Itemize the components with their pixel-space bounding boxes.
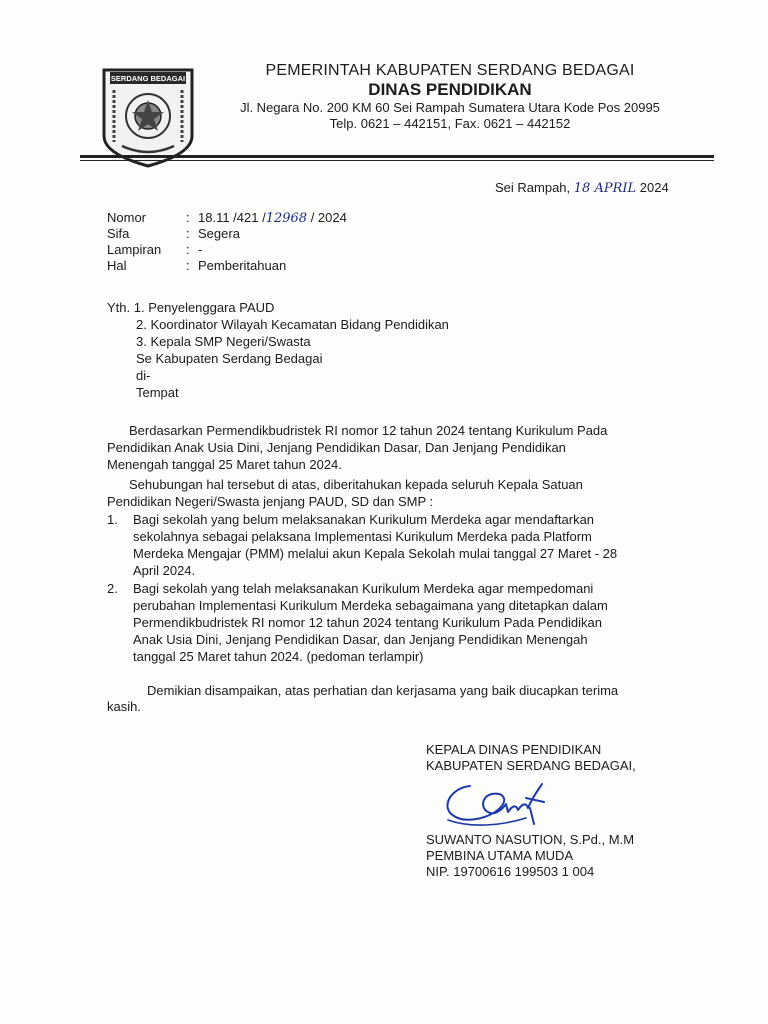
signer-title-2: KABUPATEN SERDANG BEDAGAI, bbox=[426, 758, 636, 773]
logo-text: SERDANG BEDAGAI bbox=[110, 74, 186, 83]
paragraph-line: Sehubungan hal tersebut di atas, diberitahukan kepada seluruh Kepala Satuan bbox=[129, 477, 583, 492]
meta-value-nomor: 18.11 /421 /12968 / 2024 bbox=[198, 210, 347, 226]
paragraph-line: Menengah tanggal 25 Maret tahun 2024. bbox=[107, 457, 342, 472]
meta-value-sifa: Segera bbox=[198, 226, 240, 241]
list-item-line: tanggal 25 Maret tahun 2024. (pedoman terlampir) bbox=[133, 649, 424, 664]
list-item-line: sekolahnya sebagai pelaksana Implementasi Kurikulum Merdeka pada Platform bbox=[133, 529, 592, 544]
signer-nip: NIP. 19700616 199503 1 004 bbox=[426, 864, 595, 879]
list-number: 2. bbox=[107, 581, 118, 596]
government-name: PEMERINTAH KABUPATEN SERDANG BEDAGAI bbox=[265, 62, 635, 79]
office-address: Jl. Negara No. 200 KM 60 Sei Rampah Sumatera Utara Kode Pos 20995 bbox=[240, 100, 660, 115]
office-name: DINAS PENDIDIKAN bbox=[368, 80, 532, 99]
list-item-line: perubahan Implementasi Kurikulum Merdeka sebagaimana yang ditetapkan dalam bbox=[133, 598, 608, 613]
handwritten-signature bbox=[430, 778, 550, 834]
meta-label-lampiran: Lampiran bbox=[107, 242, 162, 257]
letterhead-rule-thick bbox=[80, 155, 714, 158]
recipient-line: Tempat bbox=[136, 385, 179, 400]
meta-colon: : bbox=[186, 210, 190, 225]
paragraph-line: kasih. bbox=[107, 699, 141, 714]
paragraph-line: Pendidikan Anak Usia Dini, Jenjang Pendidikan Dasar, Dan Jenjang Pendidikan bbox=[107, 440, 566, 455]
date-year: 2024 bbox=[639, 180, 669, 195]
list-number: 1. bbox=[107, 512, 118, 527]
recipient-line: Se Kabupaten Serdang Bedagai bbox=[136, 351, 323, 366]
recipient-line: di- bbox=[136, 368, 151, 383]
list-item-line: April 2024. bbox=[133, 563, 196, 578]
list-item-line: Anak Usia Dini, Jenjang Pendidikan Dasar, dan Jenjang Pendidikan Menengah bbox=[133, 632, 588, 647]
paragraph-line: Berdasarkan Permendikbudristek RI nomor 12 tahun 2024 tentang Kurikulum Pada bbox=[129, 423, 608, 438]
meta-colon: : bbox=[186, 258, 190, 273]
meta-colon: : bbox=[186, 226, 190, 241]
list-item-line: Permendikbudristek RI nomor 12 tahun 2024 tentang Kurikulum Pada Pendidikan bbox=[133, 615, 603, 630]
meta-label-hal: Hal bbox=[107, 258, 127, 273]
letter-date bbox=[495, 180, 669, 197]
regency-logo bbox=[100, 66, 196, 168]
list-item-line: Bagi sekolah yang belum melaksanakan Kurikulum Merdeka agar mendaftarkan bbox=[133, 512, 595, 527]
meta-value-lampiran: - bbox=[198, 242, 203, 257]
paragraph-line: Pendidikan Negeri/Swasta jenjang PAUD, SD dan SMP : bbox=[107, 494, 434, 509]
meta-colon: : bbox=[186, 242, 190, 257]
date-place: Sei Rampah, bbox=[495, 180, 571, 195]
list-item-line: Bagi sekolah yang telah melaksanakan Kurikulum Merdeka agar mempedomani bbox=[133, 581, 594, 596]
recipient-line: 2. Koordinator Wilayah Kecamatan Bidang Pendidikan bbox=[136, 317, 449, 332]
office-phone: Telp. 0621 – 442151, Fax. 0621 – 442152 bbox=[329, 116, 571, 131]
paragraph-line: Demikian disampaikan, atas perhatian dan kerjasama yang baik diucapkan terima bbox=[147, 683, 619, 698]
date-handwritten: 18 APRIL bbox=[573, 181, 637, 196]
recipient-line: Yth. 1. Penyelenggara PAUD bbox=[107, 300, 275, 315]
recipient-line: 3. Kepala SMP Negeri/Swasta bbox=[136, 334, 311, 349]
signer-rank: PEMBINA UTAMA MUDA bbox=[426, 848, 574, 863]
letterhead-rule-thin bbox=[80, 160, 714, 161]
list-item-line: Merdeka Mengajar (PMM) melalui akun Kepala Sekolah mulai tanggal 27 Maret - 28 bbox=[133, 546, 618, 561]
signer-name: SUWANTO NASUTION, S.Pd., M.M bbox=[426, 832, 635, 847]
meta-label-sifa: Sifa bbox=[107, 226, 130, 241]
signer-title-1: KEPALA DINAS PENDIDIKAN bbox=[426, 742, 602, 757]
meta-label-nomor: Nomor bbox=[107, 210, 147, 225]
nomor-handwritten: 12968 bbox=[265, 211, 308, 226]
meta-value-hal: Pemberitahuan bbox=[198, 258, 287, 273]
